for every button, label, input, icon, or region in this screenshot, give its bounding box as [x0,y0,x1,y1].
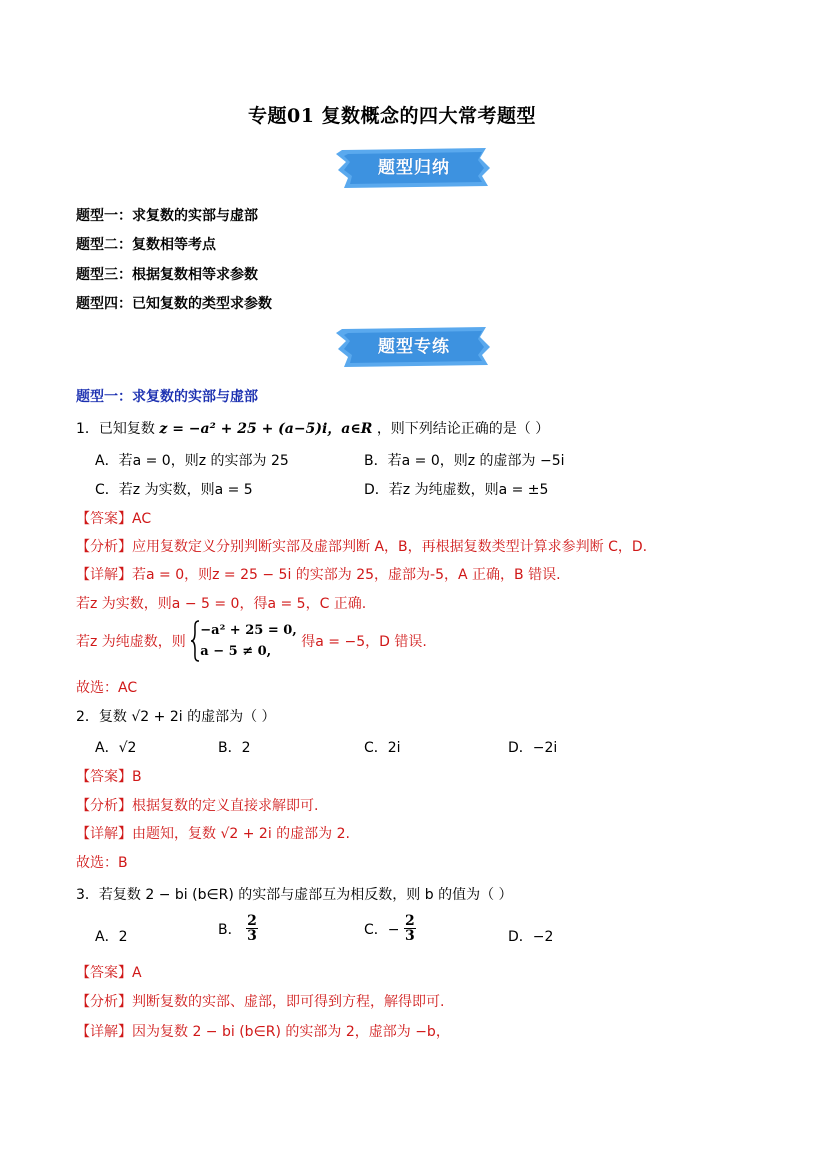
question-2-answer: 【答案】B [76,769,142,785]
toc-item-2: 题型二：复数相等考点 [76,237,216,253]
question-3-analysis: 【分析】判断复数的实部、虚部，即可得到方程，解得即可. [76,994,445,1010]
equation-system-line-1: −a² + 25 = 0, [200,623,297,638]
question-2-option-c: C．2i [364,740,401,756]
fraction [246,914,258,943]
question-2-option-b: B．2 [218,740,251,756]
banner-summary-label: 题型归纳 [378,158,450,178]
question-2-option-d: D．−2i [508,740,558,756]
question-2-option-a: A．√2 [95,740,137,756]
question-3-stem: 3．若复数 2 − bi (b∈R) 的实部与虚部互为相反数，则 b 的值为（ ） [76,887,513,903]
banner-practice [334,325,494,369]
question-3-option-b [218,914,258,943]
section-heading: 题型一：求复数的实部与虚部 [76,389,258,405]
question-3-answer: 【答案】A [76,965,142,981]
question-3-option-d: D．−2 [508,929,554,945]
left-brace-icon [190,620,200,662]
fraction-numerator: 2 [247,913,257,929]
question-2-analysis: 【分析】根据复数的定义直接求解即可. [76,798,319,814]
page-title: 专题01 复数概念的四大常考题型 [248,105,537,127]
fraction-denominator: 3 [404,928,415,944]
question-1-analysis: 【分析】应用复数定义分别判断实部及虚部判断 A，B，再根据复数类型计算求参判断 C，D. [76,539,648,555]
question-3-option-c [364,914,416,943]
fraction [404,914,416,943]
question-1-option-c: C．若z 为实数，则a = 5 [95,482,253,498]
question-1-prefix: 1．已知复数 [76,421,155,437]
question-1-option-b: B．若a = 0，则z 的虚部为 −5i [364,453,565,469]
banner-practice-label: 题型专练 [378,337,450,357]
banner-summary [334,146,494,190]
question-1-suffix: ，则下列结论正确的是（ ） [376,421,550,437]
question-2-stem: 2．复数 √2 + 2i 的虚部为（ ） [76,709,276,725]
question-2-detail: 【详解】由题知，复数 √2 + 2i 的虚部为 2. [76,826,350,842]
question-1-answer: 【答案】AC [76,511,152,527]
question-1-detail-3-pre: 若z 为纯虚数，则 [76,634,186,650]
question-1-choice: 故选：AC [76,680,138,696]
question-3-option-b-label: B． [218,921,242,938]
toc-item-3: 题型三：根据复数相等求参数 [76,267,258,283]
question-3-option-a: A．2 [95,929,128,945]
question-1-detail-3 [76,620,427,664]
question-1-math: z = −a² + 25 + (a−5)i，a∈R [159,421,373,437]
equation-system [190,620,297,662]
question-1-detail-2: 若z 为实数，则a − 5 = 0，得a = 5，C 正确. [76,596,367,612]
question-1-option-a: A．若a = 0，则z 的实部为 25 [95,453,289,469]
fraction-numerator: 2 [404,913,415,929]
question-3-option-c-label: C．− [364,921,400,938]
question-3-detail: 【详解】因为复数 2 − bi (b∈R) 的实部为 2，虚部为 −b， [76,1024,450,1040]
question-1-detail-1: 【详解】若a = 0，则z = 25 − 5i 的实部为 25，虚部为-5，A 正确，B 错误. [76,567,561,583]
question-2-choice: 故选：B [76,855,128,871]
fraction-denominator: 3 [247,928,257,944]
question-1-option-d: D．若z 为纯虚数，则a = ±5 [364,482,549,498]
toc-item-1: 题型一：求复数的实部与虚部 [76,208,258,224]
equation-system-line-2: a − 5 ≠ 0, [200,644,272,659]
toc-item-4: 题型四：已知复数的类型求参数 [76,296,272,312]
question-1-stem [76,418,549,438]
question-1-detail-3-post: 得a = −5，D 错误. [301,634,427,650]
